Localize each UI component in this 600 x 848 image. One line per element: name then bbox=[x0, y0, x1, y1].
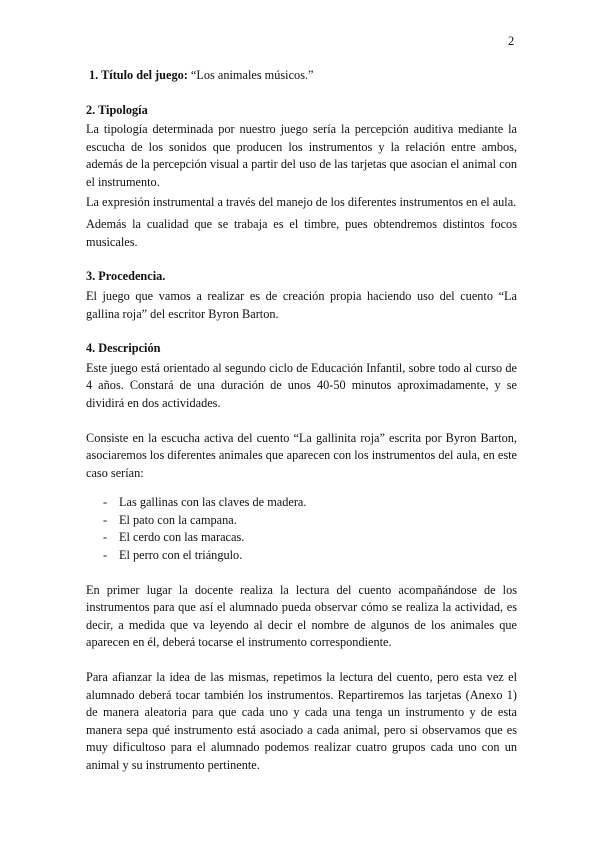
game-title-label: 1. Título del juego: bbox=[89, 68, 188, 82]
section-heading-procedencia: 3. Procedencia. bbox=[86, 269, 166, 284]
list-dash: - bbox=[103, 512, 108, 527]
list-dash: - bbox=[103, 495, 108, 510]
descripcion-paragraph-2: Consiste en la escucha activa del cuento “La gallinita roja” escrita por Byron Barton, asociaremos los diferentes animales que aparecen con los instrumentos del aula, en este caso serían: bbox=[86, 430, 517, 480]
descripcion-paragraph-4: Para afianzar la idea de las mismas, repetimos la lectura del cuento, pero esta vez el alumnado deberá tocar también los instrumentos. Repartiremos las tarjetas (Anexo 1) de manera aleatoria para que cada uno y cada una tenga un instrumento y de esta manera sepa qué instrumento está asociado a cada animal, pero si observamos que es muy dificultoso para el alumnado podemos realizar cuatro grupos cada uno con un animal y su instrumento pertinente. bbox=[86, 670, 517, 772]
list-item-text: El perro con el triángulo. bbox=[119, 548, 243, 563]
list-item bbox=[86, 547, 517, 565]
list-item bbox=[86, 494, 517, 512]
tipologia-paragraph-3: Además la cualidad que se trabaja es el timbre, pues obtendremos distintos focos musicales. bbox=[86, 217, 517, 249]
section-heading-tipologia: 2. Tipología bbox=[86, 102, 148, 117]
section-heading-descripcion: 4. Descripción bbox=[86, 341, 161, 356]
list-dash: - bbox=[103, 548, 108, 563]
descripcion-paragraph-3: En primer lugar la docente realiza la lectura del cuento acompañándose de los instrumentos para que así el alumnado pueda observar cómo se realiza la actividad, es decir, a medida que va leyendo al decir el nombre de algunos de los animales que aparecen en él, deberá tocarse el instrumento correspondiente. bbox=[86, 582, 517, 650]
tipologia-paragraph-2: La expresión instrumental a través del manejo de los diferentes instrumentos en el aula. bbox=[86, 194, 517, 209]
descripcion-paragraph-1: Este juego está orientado al segundo ciclo de Educación Infantil, sobre todo al curso de 4 años. Constará de una duración de unos 40-50 minutos aproximadamente, y se dividirá en dos actividades. bbox=[86, 360, 517, 410]
game-title-value: “Los animales músicos.” bbox=[190, 68, 314, 82]
game-title-line bbox=[89, 67, 517, 85]
list-item-text: El pato con la campana. bbox=[119, 512, 237, 527]
page-number: 2 bbox=[508, 34, 515, 48]
instrument-list bbox=[86, 494, 517, 564]
procedencia-paragraph-1: El juego que vamos a realizar es de creación propia haciendo uso del cuento “La gallina roja” del escritor Byron Barton. bbox=[86, 288, 517, 321]
section-procedencia bbox=[86, 268, 517, 323]
list-item bbox=[86, 512, 517, 530]
section-tipologia bbox=[86, 102, 517, 252]
list-dash: - bbox=[103, 530, 108, 545]
document-body bbox=[86, 67, 517, 775]
section-descripcion bbox=[86, 340, 517, 774]
list-item bbox=[86, 529, 517, 547]
list-item-text: El cerdo con las maracas. bbox=[119, 530, 245, 545]
tipologia-paragraph-1: La tipología determinada por nuestro juego sería la percepción auditiva mediante la escucha de los sonidos que producen los instrumentos y la relación entre ambos, además de la percepción visual a partir del uso de las tarjetas que asocian el animal con el instrumento. bbox=[86, 122, 517, 189]
list-item-text: Las gallinas con las claves de madera. bbox=[119, 495, 307, 510]
